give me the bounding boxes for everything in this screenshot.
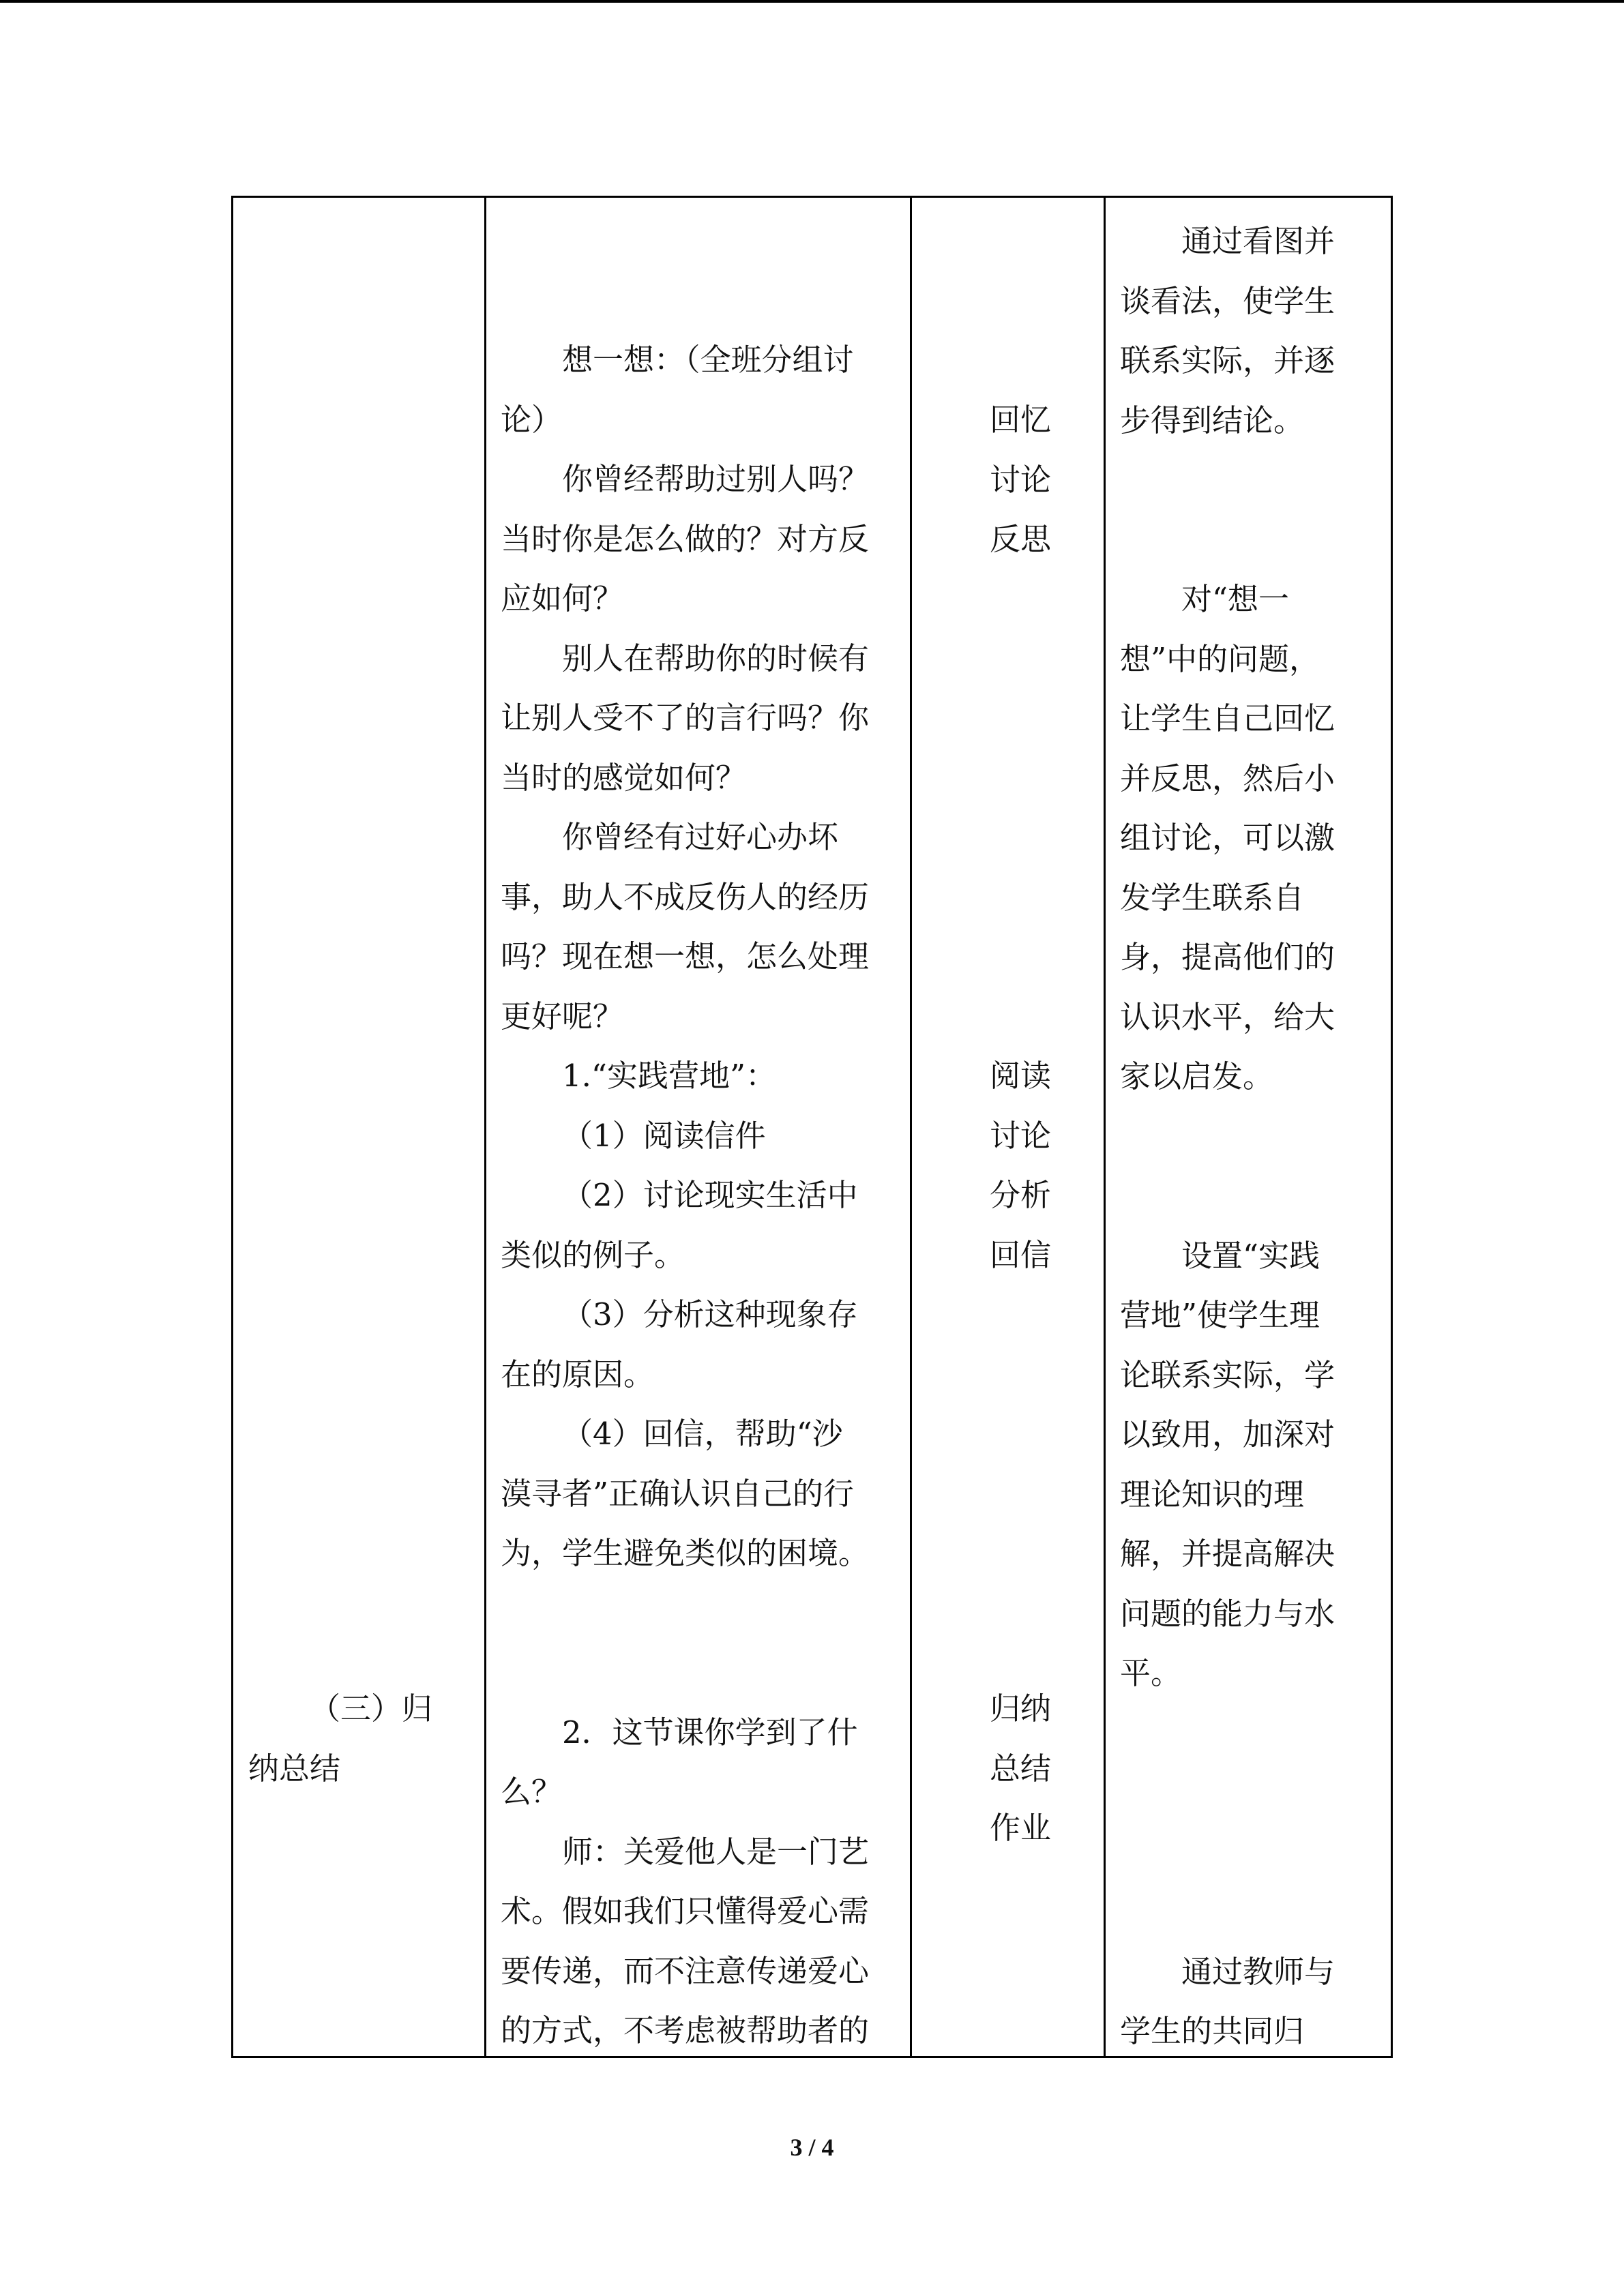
design-intent-cell [1120,211,1386,2061]
activity-line: 事，助人不成反伤人的经历 [501,878,870,915]
activity-line: （2）讨论现实生活中 [562,1177,858,1213]
intent-line: 组讨论，可以激 [1120,820,1335,856]
action-word: 反思 [990,521,1052,557]
blank-line [1120,450,1386,510]
activity-line: 1.“实践营地”： [562,1058,776,1094]
activity-line: 么？ [501,1774,563,1810]
blank-line [501,1643,903,1703]
activity-line: 的方式，不考虑被帮助者的 [501,2012,870,2048]
activity-line: 你曾经帮助过别人吗？ [562,461,870,497]
student-actions-group-3 [990,1679,1092,1858]
intent-line: 以致用，加深对 [1120,1416,1335,1452]
action-word: 阅读 [990,1058,1052,1094]
activity-line: 在的原因。 [501,1356,655,1392]
intent-line: 通过看图并 [1181,223,1335,259]
activity-line: 术。假如我们只懂得爱心需 [501,1893,870,1929]
activity-line: 更好呢？ [501,998,624,1034]
activity-line: 师：关爱他人是一门艺 [562,1833,870,1870]
action-word: 回信 [990,1236,1052,1273]
activity-line: 为，学生避免类似的困境。 [501,1535,870,1571]
intent-line: 论联系实际，学 [1120,1356,1335,1393]
activity-line: 吗？现在想一想，怎么处理 [501,938,870,974]
action-word: 总结 [990,1750,1052,1787]
blank-line [1120,1823,1386,1883]
action-word: 讨论 [990,1117,1052,1154]
activity-line: 漠寻者”正确认识自己的行 [501,1475,855,1512]
activity-line: 别人在帮助你的时候有 [562,640,870,676]
intent-line: 对“想一 [1181,581,1290,617]
intent-line: 发学生联系自 [1120,879,1305,916]
activity-line: 你曾经有过好心办坏 [562,819,839,855]
intent-line: 认识水平，给大 [1120,998,1335,1035]
blank-line [501,1583,903,1643]
intent-line: 并反思，然后小 [1120,760,1335,796]
page-number: 3 / 4 [790,2134,834,2161]
action-word: 归纳 [990,1690,1052,1727]
activity-line: （4）回信，帮助“沙 [562,1416,843,1452]
intent-line: 身，提高他们的 [1120,939,1335,975]
blank-line [1120,510,1386,570]
intent-line: 联系实际，并逐 [1120,342,1335,378]
intent-line: 问题的能力与水 [1120,1595,1335,1632]
section-title-cell [248,1679,473,1798]
activity-line: 应如何？ [501,580,624,616]
intent-line: 营地”使学生理 [1120,1297,1320,1333]
action-word: 回忆 [990,402,1052,438]
section-title-line: （三）归 [310,1690,433,1727]
activity-line: （1）阅读信件 [562,1117,766,1154]
activity-line: 类似的例子。 [501,1236,685,1273]
action-word: 分析 [990,1177,1052,1213]
intent-line: 理论知识的理 [1120,1476,1305,1512]
column-divider-3 [1104,198,1106,2056]
action-word: 作业 [990,1810,1052,1846]
intent-line: 谈看法，使学生 [1120,282,1335,319]
activity-line: （3）分析这种现象存 [562,1296,858,1332]
action-word: 讨论 [990,461,1052,498]
intent-line: 平。 [1120,1655,1182,1691]
intent-line: 解，并提高解决 [1120,1536,1335,1572]
blank-line [1120,1703,1386,1763]
lesson-plan-table [231,196,1393,2058]
blank-line [1120,1107,1386,1167]
intent-line: 学生的共同归 [1120,2013,1305,2049]
blank-line [1120,1166,1386,1226]
column-divider-2 [910,198,912,2056]
intent-line: 通过教师与 [1181,1953,1335,1990]
blank-line [1120,1882,1386,1942]
column-divider-1 [484,198,486,2056]
intent-line: 让学生自己回忆 [1120,700,1335,736]
student-actions-group-2 [990,1046,1092,1285]
activity-line: 想一想：（全班分组讨 [562,342,854,378]
section-title-line: 纳总结 [248,1750,341,1787]
activity-line: 2．这节课你学到了什 [562,1714,858,1750]
intent-line: 设置“实践 [1181,1237,1320,1274]
intent-line: 家以启发。 [1120,1058,1274,1094]
activity-line: 论） [501,401,563,438]
intent-line: 想”中的问题， [1120,640,1320,677]
activities-cell [501,330,903,2061]
page-top-border [0,0,1624,3]
activity-line: 当时的感觉如何？ [501,759,747,796]
intent-line: 步得到结论。 [1120,402,1305,438]
activity-line: 让别人受不了的言行吗？你 [501,700,870,736]
student-actions-group-1 [990,390,1092,569]
activity-line: 要传递，而不注意传递爱心 [501,1952,870,1989]
activity-line: 当时你是怎么做的？对方反 [501,520,870,557]
blank-line [1120,1763,1386,1823]
